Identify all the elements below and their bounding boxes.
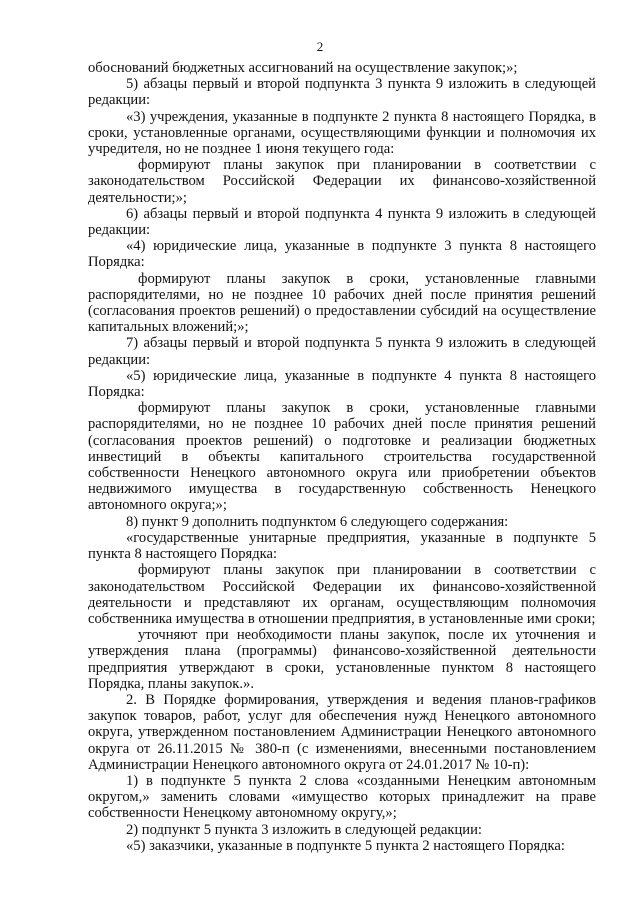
paragraph: 7) абзацы первый и второй подпункта 5 пункта 9 изложить в следующей редакции:: [88, 335, 596, 368]
paragraph: формируют планы закупок в сроки, установленные главными распорядителями, но не позднее 10 рабочих дней после принятия решений (согласования проектов решений) о предоставлении субсидий на осуществление капитальных вложений;»;: [88, 270, 596, 336]
paragraph: обоснований бюджетных ассигнований на осуществление закупок;»;: [88, 60, 518, 76]
paragraph: формируют планы закупок в сроки, установленные главными распорядителями, но не позднее 10 рабочих дней после принятия решений (согласования проектов решений) о подготовке и реализации бюджетных инвестиций в объекты капитального строительства государственной собственности Ненецкого автономного округа или приобретении объектов недвижимого имущества в государственную собственность Ненецкого автономного округа;»;: [88, 400, 596, 514]
paragraph: «4) юридические лица, указанные в подпункте 3 пункта 8 настоящего Порядка:: [88, 238, 596, 271]
paragraph: 8) пункт 9 дополнить подпунктом 6 следующего содержания:: [126, 513, 509, 530]
paragraph: 2) подпункт 5 пункта 3 изложить в следующей редакции:: [126, 821, 482, 838]
paragraph: 6) абзацы первый и второй подпункта 4 пункта 9 изложить в следующей редакции:: [88, 205, 596, 239]
paragraph: формируют планы закупок при планировании в соответствии с законодательством Российской Федерации их финансово-хозяйственной деятельности и представляют их органам, осуществляющим полномочия собственника имущества в отношении предприятия, в установленные ими сроки;: [88, 562, 596, 627]
paragraph: «государственные унитарные предприятия, указанные в подпункте 5 пункта 8 настоящего Порядка:: [88, 529, 596, 563]
paragraph: формируют планы закупок при планировании в соответствии с законодательством Российской Федерации их финансово-хозяйственной деятельности;»;: [88, 157, 596, 206]
paragraph: уточняют при необходимости планы закупок, после их уточнения и утверждения плана (программы) финансово-хозяйственной деятельности предприятия утверждают в сроки, установленные пунктом 8 настоящего Порядка, планы закупок.».: [88, 627, 596, 692]
paragraph: 5) абзацы первый и второй подпункта 3 пункта 9 изложить в следующей редакции:: [88, 76, 596, 109]
paragraph: «5) юридические лица, указанные в подпункте 4 пункта 8 настоящего Порядка:: [88, 367, 596, 401]
paragraph: «5) заказчики, указанные в подпункте 5 пункта 2 настоящего Порядка:: [126, 837, 565, 854]
document-body: [88, 60, 596, 854]
page-number: 2: [316, 39, 324, 54]
paragraph: 2. В Порядке формирования, утверждения и ведения планов-графиков закупок товаров, работ, услуг для обеспечения нужд Ненецкого автономного округа, утвержденном постановлением Администрации Ненецкого автономного округа от 26.11.2015 № 380-п (с изменениями, внесенными постановлением Администрации Ненецкого автономного округа от 24.01.2017 № 10-п):: [88, 691, 596, 773]
paragraph: 1) в подпункте 5 пункта 2 слова «созданными Ненецким автономным округом,» заменить словами «имущество которых принадлежит на праве собственности Ненецкому автономному округу,»;: [88, 772, 596, 822]
paragraph: «3) учреждения, указанные в подпункте 2 пункта 8 настоящего Порядка, в сроки, установленные органами, осуществляющими функции и полномочия их учредителя, но не позднее 1 июня текущего года:: [88, 108, 596, 158]
